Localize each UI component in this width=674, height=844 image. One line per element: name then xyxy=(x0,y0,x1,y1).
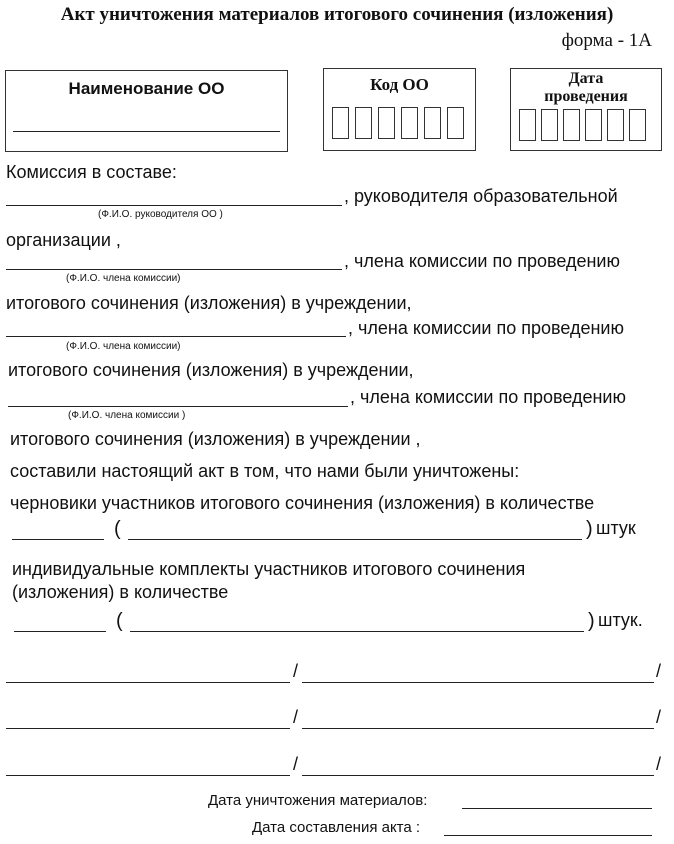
destruction-date-label: Дата уничтожения материалов: xyxy=(208,792,428,809)
signature-separator: / xyxy=(293,707,299,727)
date-digit-cell[interactable] xyxy=(607,109,624,141)
signature-separator: / xyxy=(293,661,299,681)
head-name-field[interactable] xyxy=(6,205,342,206)
signature-name-field[interactable] xyxy=(302,775,654,776)
signature-separator: / xyxy=(656,661,662,681)
organization-text: организации , xyxy=(6,230,121,250)
signature-separator: / xyxy=(656,754,662,774)
member3-role-text: , члена комиссии по проведению xyxy=(350,387,626,407)
member1-role-text: , члена комиссии по проведению xyxy=(344,251,620,271)
form-number: форма - 1А xyxy=(561,30,652,51)
exam-date-label-line1: Дата xyxy=(568,70,604,87)
act-date-label: Дата составления акта : xyxy=(252,819,421,836)
signature-separator: / xyxy=(656,707,662,727)
org-code-box xyxy=(323,68,476,151)
org-name-box xyxy=(5,70,288,152)
member2-caption: (Ф.И.О. члена комиссии) xyxy=(66,341,181,352)
org-code-label: Код ОО xyxy=(370,75,429,94)
code-digit-cell[interactable] xyxy=(378,107,395,139)
kits-text-line2: (изложения) в количестве xyxy=(12,582,229,602)
member3-institution: итогового сочинения (изложения) в учреждении , xyxy=(10,429,421,449)
drafts-count-words-field[interactable] xyxy=(128,539,582,540)
drafts-close-paren: ) xyxy=(586,518,593,540)
member2-institution: итогового сочинения (изложения) в учреждении, xyxy=(8,360,414,380)
code-digit-cell[interactable] xyxy=(332,107,349,139)
exam-date-label-line2: проведения xyxy=(544,88,628,105)
signature-field[interactable] xyxy=(6,682,290,683)
drafts-count-digits-field[interactable] xyxy=(12,539,104,540)
org-name-field-line[interactable] xyxy=(13,131,280,132)
destruction-date-field[interactable] xyxy=(462,808,652,809)
member2-name-field[interactable] xyxy=(6,336,346,337)
drafts-open-paren: ( xyxy=(114,518,121,540)
code-digit-cell[interactable] xyxy=(355,107,372,139)
signature-separator: / xyxy=(293,754,299,774)
signature-name-field[interactable] xyxy=(302,728,654,729)
code-digit-cell[interactable] xyxy=(447,107,464,139)
document-title: Акт уничтожения материалов итогового сочинения (изложения) xyxy=(60,4,614,25)
drafts-text: черновики участников итогового сочинения (изложения) в количестве xyxy=(10,493,595,513)
act-date-field[interactable] xyxy=(444,835,652,836)
kits-count-digits-field[interactable] xyxy=(14,631,106,632)
kits-open-paren: ( xyxy=(116,610,123,632)
member3-name-field[interactable] xyxy=(8,406,348,407)
member1-name-field[interactable] xyxy=(6,269,342,270)
member2-role-text: , члена комиссии по проведению xyxy=(348,318,624,338)
date-digit-cell[interactable] xyxy=(585,109,602,141)
date-digit-cell[interactable] xyxy=(541,109,558,141)
signature-name-field[interactable] xyxy=(302,682,654,683)
member1-caption: (Ф.И.О. члена комиссии) xyxy=(66,273,181,284)
member1-institution: итогового сочинения (изложения) в учреждении, xyxy=(6,293,412,313)
code-digit-cell[interactable] xyxy=(424,107,441,139)
commission-label: Комиссия в составе: xyxy=(6,162,177,182)
compiled-statement: составили настоящий акт в том, что нами были уничтожены: xyxy=(10,461,520,481)
date-digit-cell[interactable] xyxy=(629,109,646,141)
kits-count-words-field[interactable] xyxy=(130,631,584,632)
drafts-pieces-label: штук xyxy=(596,518,636,538)
date-digit-cell[interactable] xyxy=(519,109,536,141)
org-name-label: Наименование ОО xyxy=(68,79,225,98)
signature-field[interactable] xyxy=(6,728,290,729)
exam-date-box xyxy=(510,68,662,151)
member3-caption: (Ф.И.О. члена комиссии ) xyxy=(68,410,186,421)
signature-field[interactable] xyxy=(6,775,290,776)
kits-pieces-label: штук. xyxy=(598,610,643,630)
date-digit-cell[interactable] xyxy=(563,109,580,141)
kits-close-paren: ) xyxy=(588,610,595,632)
head-name-caption: (Ф.И.О. руководителя ОО ) xyxy=(98,209,223,220)
code-digit-cell[interactable] xyxy=(401,107,418,139)
head-role-text: , руководителя образовательной xyxy=(344,186,618,206)
kits-text-line1: индивидуальные комплекты участников итогового сочинения xyxy=(12,559,526,579)
